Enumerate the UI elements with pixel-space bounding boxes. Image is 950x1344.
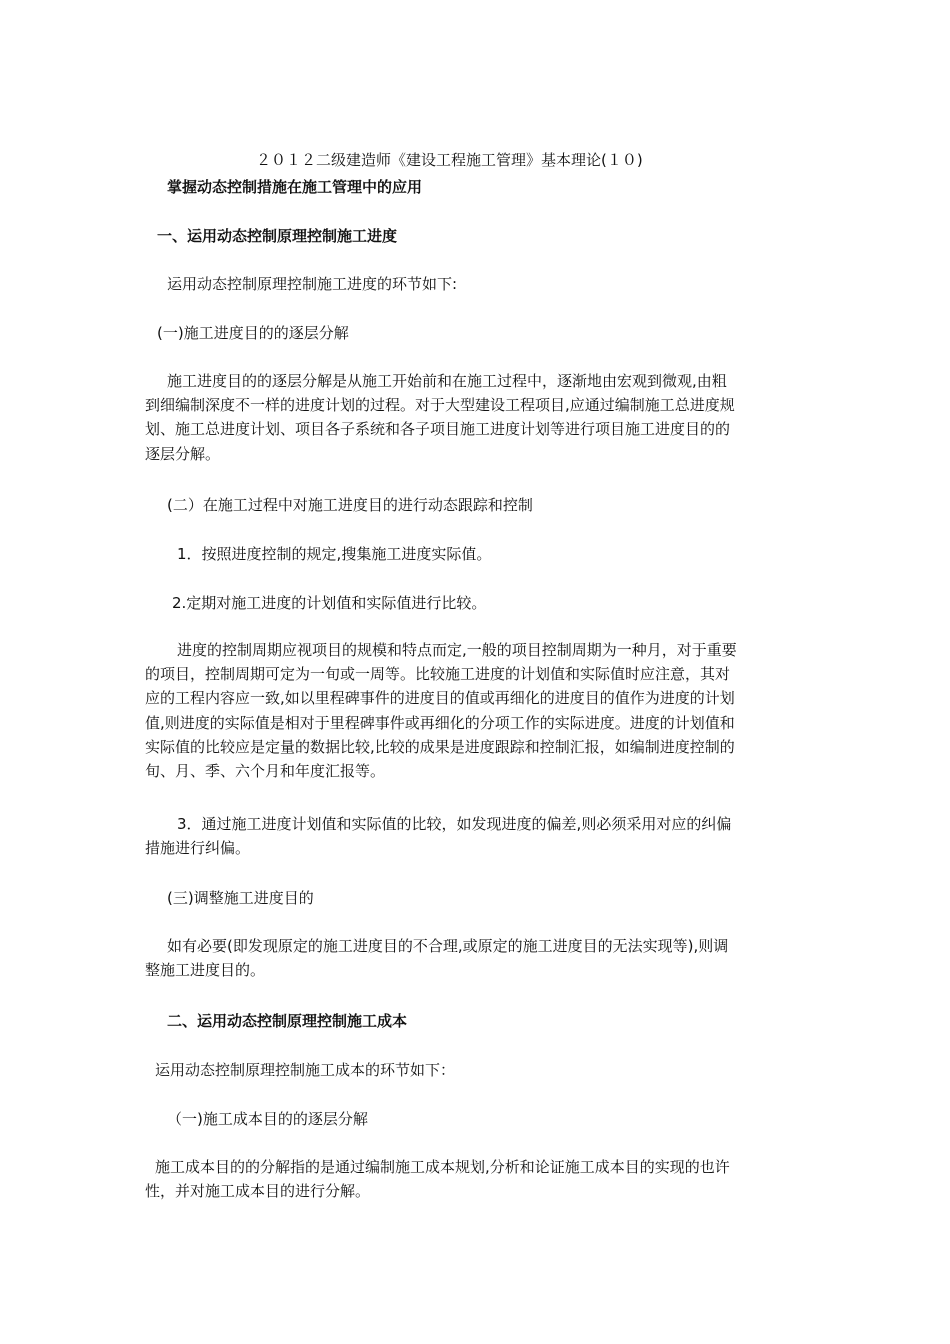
subsection-heading-1: (一)施工进度目的的逐层分解 [157, 324, 349, 342]
section-intro-2: 运用动态控制原理控制施工成本的环节如下： [155, 1061, 456, 1079]
paragraph-line: 到细编制深度不一样的进度计划的过程。对于大型建设工程项目,应通过编制施工总进度规 [145, 396, 735, 415]
list-item-2: 2.定期对施工进度的计划值和实际值进行比较。 [172, 594, 487, 612]
paragraph-line: 性，并对施工成本目的进行分解。 [145, 1182, 371, 1201]
subsection-heading-2: (二）在施工过程中对施工进度目的进行动态跟踪和控制 [167, 496, 533, 514]
section-intro-1: 运用动态控制原理控制施工进度的环节如下: [167, 275, 458, 293]
subsection-heading-4: （一)施工成本目的的逐层分解 [167, 1110, 368, 1128]
paragraph-line: 整施工进度目的。 [145, 961, 266, 980]
paragraph-line: 的项目，控制周期可定为一旬或一周等。比较施工进度的计划值和实际值时应注意，其对 [145, 665, 731, 684]
paragraph-line: 旬、月、季、六个月和年度汇报等。 [145, 762, 386, 781]
paragraph-line: 实际值的比较应是定量的数据比较,比较的成果是进度跟踪和控制汇报，如编制进度控制的 [145, 737, 735, 756]
paragraph-4 [145, 1155, 805, 1203]
paragraph-line: 施工进度目的的逐层分解是从施工开始前和在施工过程中，逐渐地由宏观到微观,由粗 [167, 372, 727, 390]
document-subtitle: 掌握动态控制措施在施工管理中的应用 [167, 178, 423, 196]
paragraph-line: 施工成本目的的分解指的是通过编制施工成本规划,分析和论证施工成本目的实现的也许 [155, 1158, 730, 1176]
section-heading-2: 二、运用动态控制原理控制施工成本 [167, 1012, 408, 1030]
document-title: ２０１２二级建造师《建设工程施工管理》基本理论(１０) [256, 151, 643, 169]
paragraph-line: 应的工程内容应一致,如以里程碑事件的进度目的值或再细化的进度目的值作为进度的计划 [145, 689, 735, 708]
paragraph-line: 措施进行纠偏。 [145, 839, 251, 858]
list-item-3 [145, 812, 805, 860]
paragraph-line: 3．通过施工进度计划值和实际值的比较，如发现进度的偏差,则必须采用对应的纠偏 [177, 815, 732, 833]
section-heading-1: 一、运用动态控制原理控制施工进度 [157, 227, 398, 245]
paragraph-3 [145, 934, 805, 982]
list-item-1: 1．按照进度控制的规定,搜集施工进度实际值。 [177, 545, 492, 563]
paragraph-line: 值,则进度的实际值是相对于里程碑事件或再细化的分项工作的实际进度。进度的计划值和 [145, 713, 735, 732]
paragraph-line: 如有必要(即发现原定的施工进度目的不合理,或原定的施工进度目的无法实现等),则调 [167, 937, 729, 955]
paragraph-line: 进度的控制周期应视项目的规模和特点而定,一般的项目控制周期为一种月，对于重要 [177, 641, 737, 659]
subsection-heading-3: (三)调整施工进度目的 [167, 889, 314, 907]
paragraph-2 [145, 638, 805, 783]
paragraph-line: 划、施工总进度计划、项目各子系统和各子项目施工进度计划等进行项目施工进度目的的 [145, 420, 731, 439]
paragraph-line: 逐层分解。 [145, 444, 221, 463]
paragraph-1 [145, 369, 805, 466]
